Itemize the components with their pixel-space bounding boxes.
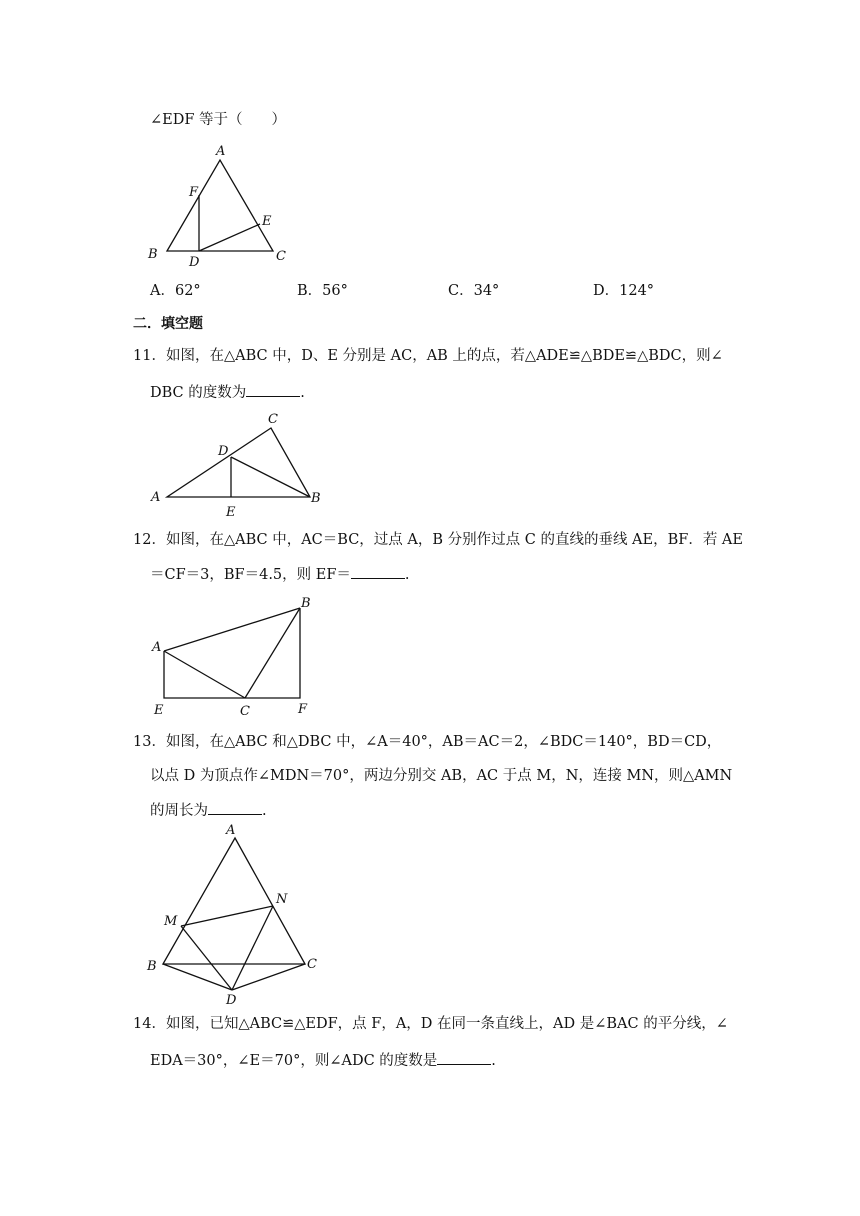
q10-option-b: B．56° <box>297 283 348 299</box>
q10-label-e: E <box>262 214 272 229</box>
q12-line2 <box>150 564 410 585</box>
q14-line1: 14．如图，已知△ABC≌△EDF，点 F，A，D 在同一条直线上，AD 是∠BAC 的平分线，∠ <box>133 1016 728 1032</box>
q10-option-c: C．34° <box>448 283 500 299</box>
q13-line3-text: 的周长为 <box>150 803 208 819</box>
q11-label-e: E <box>226 505 236 520</box>
q12-line1: 12．如图，在△ABC 中，AC＝BC，过点 A，B 分别作过点 C 的直线的垂线 AE，BF．若 AE <box>133 532 743 548</box>
q13-label-n: N <box>276 892 288 907</box>
q11-answer-blank[interactable] <box>246 382 300 397</box>
q12-answer-blank[interactable] <box>351 564 405 579</box>
q12-label-e: E <box>154 703 164 718</box>
q13-line1: 13．如图，在△ABC 和△DBC 中，∠A＝40°，AB＝AC＝2，∠BDC＝140°，BD＝CD， <box>133 734 722 750</box>
q12-label-f: F <box>298 702 308 717</box>
q12-label-c: C <box>240 704 250 719</box>
q11-line2 <box>150 382 305 403</box>
q10-label-d: D <box>189 255 200 270</box>
q13-line3 <box>150 800 267 821</box>
q12-figure <box>145 590 325 720</box>
q10-label-f: F <box>189 185 199 200</box>
q14-line2 <box>150 1050 496 1071</box>
q11-line2-text: DBC 的度数为 <box>150 385 247 401</box>
q13-label-c: C <box>307 957 317 972</box>
q11-line2-period: . <box>300 385 305 401</box>
q13-label-m: M <box>164 914 178 929</box>
q14-answer-blank[interactable] <box>437 1050 491 1065</box>
q10-label-a: A <box>216 144 226 159</box>
q11-line1: 11．如图，在△ABC 中，D、E 分别是 AC，AB 上的点，若△ADE≌△BDE≌△BDC，则∠ <box>133 348 723 364</box>
q10-label-b: B <box>148 247 158 262</box>
q10-option-d: D．124° <box>593 283 655 299</box>
q13-answer-blank[interactable] <box>208 800 262 815</box>
q12-line2-period: . <box>404 567 410 583</box>
q10-option-a: A．62° <box>150 283 201 299</box>
q14-line2-period: . <box>491 1053 496 1069</box>
q10-figure <box>140 138 300 268</box>
q11-label-d: D <box>218 444 229 459</box>
q12-label-a: A <box>152 640 162 655</box>
q11-figure <box>140 405 340 520</box>
q13-line3-period: . <box>262 803 267 819</box>
q11-label-c: C <box>268 412 278 427</box>
q11-label-b: B <box>311 491 321 506</box>
q13-line2: 以点 D 为顶点作∠MDN＝70°，两边分别交 AB，AC 于点 M，N，连接 MN，则△AMN <box>150 768 733 784</box>
q13-label-d: D <box>226 993 237 1008</box>
q11-label-a: A <box>151 490 161 505</box>
q10-label-c: C <box>276 249 286 264</box>
q12-line2-text: ＝CF＝3，BF＝4.5，则 EF＝ <box>150 567 351 583</box>
q13-label-b: B <box>147 959 157 974</box>
q12-label-b: B <box>301 596 311 611</box>
q14-line2-text: EDA＝30°，∠E＝70°，则∠ADC 的度数是 <box>150 1053 438 1069</box>
q13-label-a: A <box>226 823 236 838</box>
section-title: 二．填空题 <box>133 316 203 332</box>
q13-figure <box>140 820 330 1010</box>
q10-stem-tail: ∠EDF 等于（ ） <box>150 112 287 128</box>
